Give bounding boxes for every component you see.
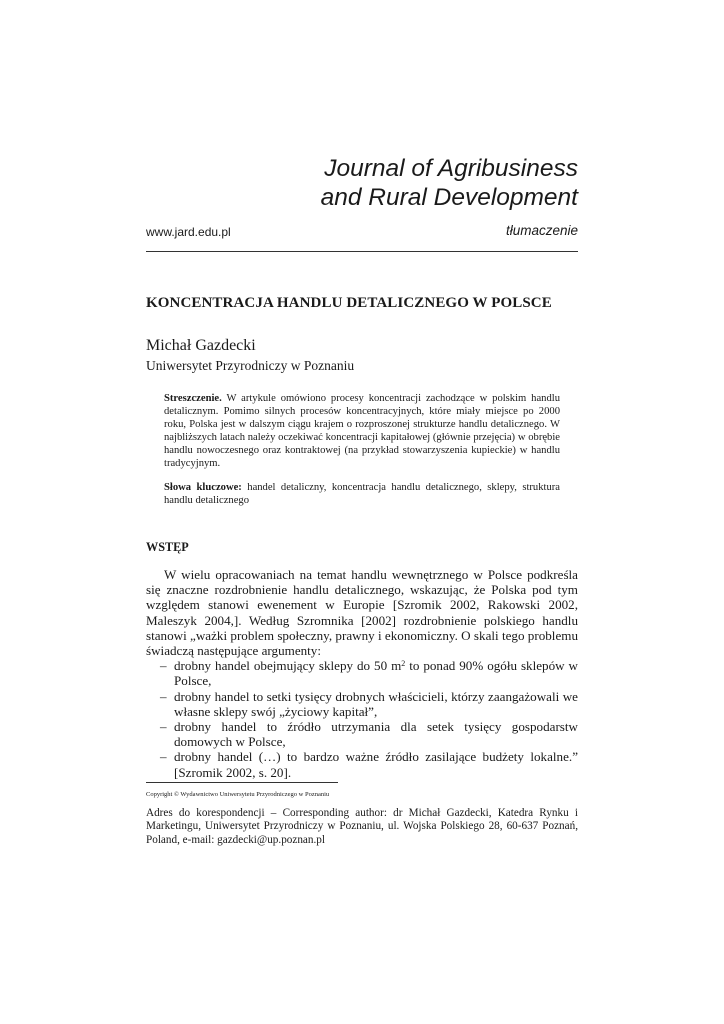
header-row	[146, 223, 578, 241]
list-item-text-post: to ponad 90% ogółu sklepów w Polsce,	[174, 658, 578, 689]
author-name: Michał Gazdecki	[146, 337, 256, 354]
abstract-label: Streszczenie.	[164, 393, 222, 404]
list-dash: –	[160, 719, 167, 735]
header-divider	[146, 251, 578, 252]
list-item	[146, 658, 578, 688]
keywords-label: Słowa kluczowe:	[164, 482, 242, 493]
journal-website: www.jard.edu.pl	[146, 225, 231, 239]
section-heading: WSTĘP	[146, 540, 189, 554]
list-dash: –	[160, 688, 167, 704]
copyright-notice: Copyright © Wydawnictwo Uniwersytetu Przyrodniczego w Poznaniu	[146, 791, 330, 798]
keywords	[164, 481, 560, 507]
list-dash: –	[160, 658, 167, 674]
list-item	[146, 719, 578, 749]
list-item	[146, 749, 578, 779]
author-affiliation: Uniwersytet Przyrodniczy w Poznaniu	[146, 358, 355, 373]
journal-title	[321, 154, 578, 212]
list-item-text: drobny handel to setki tysięcy drobnych właścicieli, którzy zaangażowali we własne sklepy swój „życiowy kapitał”,	[174, 688, 578, 719]
list-item-text: drobny handel to źródło utrzymania dla setek tysięcy gospodarstw domowych w Polsce,	[174, 719, 578, 750]
list-item	[146, 689, 578, 719]
intro-paragraph: W wielu opracowaniach na temat handlu wewnętrznego w Polsce podkreśla się znaczne rozdrobnienie handlu detalicznego, wskazując, że Polska pod tym względem stanowi ewenement w Europie [Szromik 2002, Rakowski 2002, Maleszyk 2004,]. Według Szromnika [2002] rozdrobnienie polskiego handlu stanowi „ważki problem społeczny, prawny i ekonomiczny. O skali tego problemu świadczą następujące argumenty:	[146, 567, 578, 659]
section-body	[146, 567, 578, 780]
journal-title-line1: Journal of Agribusiness	[324, 155, 578, 182]
list-item-text-pre: drobny handel obejmujący sklepy do 50 m	[174, 658, 402, 674]
keywords-text: handel detaliczny, koncentracja handlu detalicznego, sklepy, struktura handlu detalicznego	[164, 482, 560, 506]
article-title: KONCENTRACJA HANDLU DETALICZNEGO W POLSCE	[146, 295, 552, 311]
abstract	[164, 392, 560, 470]
footnote-divider	[146, 782, 338, 783]
section-tag: tłumaczenie	[505, 223, 578, 238]
list-dash: –	[160, 749, 167, 765]
correspondence-address: Adres do korespondencji – Corresponding author: dr Michał Gazdecki, Katedra Rynku i Marketingu, Uniwersytet Przyrodniczy w Poznaniu, ul. Wojska Polskiego 28, 60-637 Poznań, Poland, e-mail: gazdecki@up.poznan.pl	[146, 807, 578, 846]
abstract-text: W artykule omówiono procesy koncentracji zachodzące w polskim handlu detalicznym. Pomimo silnych procesów koncentracyjnych, które miały miejsce po 2000 roku, Polska jest w dalszym ciągu krajem o rozproszonej strukturze handlu detalicznego. W najbliższych latach należy oczekiwać koncentracji kapitałowej (głównie przejęcia) w obrębie handlu nowoczesnego oraz kontraktowej (na przykład stowarzyszenia kupieckie) w handlu tradycyjnym.	[164, 393, 560, 469]
journal-title-line2: and Rural Development	[320, 184, 578, 211]
list-item-text: drobny handel (…) to bardzo ważne źródło zasilające budżety lokalne.” [Szromik 2002, s. 20].	[174, 749, 578, 780]
superscript: 2	[401, 659, 406, 669]
argument-list	[146, 658, 578, 780]
